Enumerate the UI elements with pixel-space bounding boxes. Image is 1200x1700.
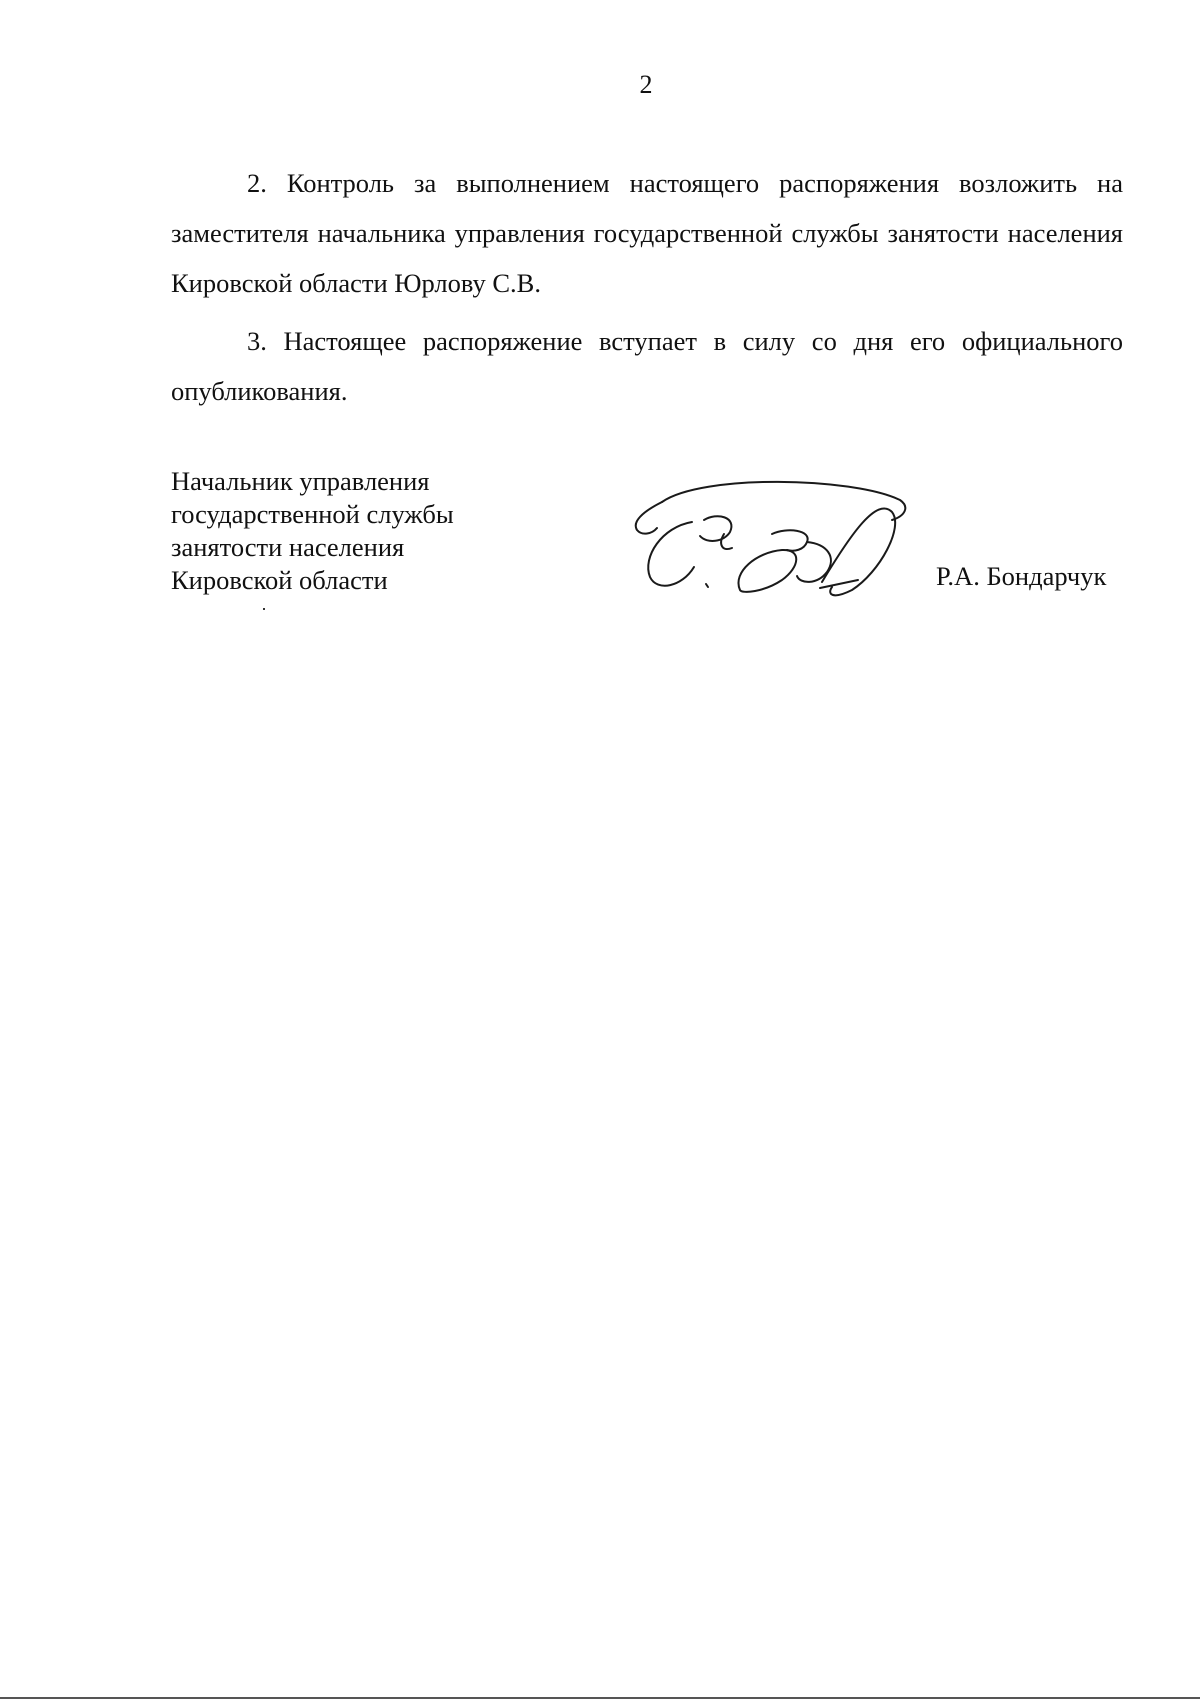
paragraph-2: 2. Контроль за выполнением настоящего распоряжения возложить на заместителя начальника управления государственной службы занятости населения Кировской области Юрлову С.В.	[171, 168, 1123, 298]
scan-speck	[263, 608, 265, 610]
document-body	[171, 158, 1123, 424]
position-line: Начальник управления	[171, 466, 430, 496]
signatory-position	[171, 465, 454, 597]
page-number: 2	[639, 70, 653, 99]
paragraph-3: 3. Настоящее распоряжение вступает в силу со дня его официального опубликования.	[171, 326, 1123, 406]
handwritten-signature	[622, 472, 912, 602]
position-line: занятости населения	[171, 532, 405, 562]
position-line: Кировской области	[171, 565, 388, 595]
scan-bottom-edge	[0, 1697, 1200, 1699]
position-line: государственной службы	[171, 499, 454, 529]
signer-name: Р.А. Бондарчук	[936, 561, 1107, 591]
